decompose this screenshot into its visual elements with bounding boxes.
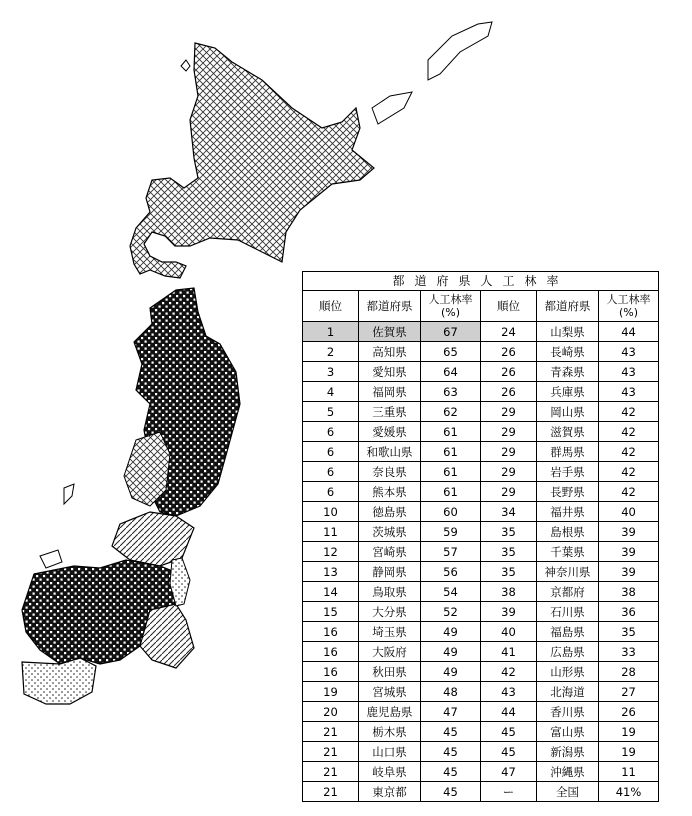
prefecture-cell: 熊本県 [359,482,421,502]
rate-cell: 19 [599,722,659,742]
rank-cell: 15 [303,602,359,622]
rank-cell: 26 [481,362,537,382]
rank-cell: 29 [481,482,537,502]
header-rate-left [421,291,481,322]
rank-cell: 44 [481,702,537,722]
prefecture-cell: 沖縄県 [537,762,599,782]
rank-cell: 45 [481,742,537,762]
table-row [303,402,659,422]
prefecture-cell: 愛媛県 [359,422,421,442]
rate-cell: 45 [421,722,481,742]
rank-cell: 6 [303,482,359,502]
table-row [303,702,659,722]
rank-cell: 43 [481,682,537,702]
rank-cell: 16 [303,622,359,642]
prefecture-cell: 鹿児島県 [359,702,421,722]
prefecture-cell: 香川県 [537,702,599,722]
rank-cell: 40 [481,622,537,642]
rate-cell: 67 [421,322,481,342]
rate-cell: 45 [421,762,481,782]
rate-cell: 38 [599,582,659,602]
prefecture-cell: 秋田県 [359,662,421,682]
prefecture-cell: 岩手県 [537,462,599,482]
table-row [303,362,659,382]
rate-cell: 28 [599,662,659,682]
rate-cell: 65 [421,342,481,362]
forestry-rate-table [302,271,659,802]
rank-cell: 21 [303,742,359,762]
prefecture-cell: 滋賀県 [537,422,599,442]
rate-cell: 43 [599,342,659,362]
rank-cell: 26 [481,342,537,362]
prefecture-cell: 宮城県 [359,682,421,702]
rate-cell: 39 [599,562,659,582]
rate-cell: 11 [599,762,659,782]
rate-cell: 61 [421,422,481,442]
prefecture-cell: 千葉県 [537,542,599,562]
rank-cell: 35 [481,542,537,562]
table-row [303,482,659,502]
rank-cell: 19 [303,682,359,702]
prefecture-cell: 長崎県 [537,342,599,362]
rate-cell: 49 [421,642,481,662]
rate-cell: 36 [599,602,659,622]
rate-cell: 45 [421,782,481,802]
table-row [303,682,659,702]
table-row [303,322,659,342]
rate-cell: 62 [421,402,481,422]
rate-cell: 44 [599,322,659,342]
rate-cell: 61 [421,442,481,462]
prefecture-cell: 群馬県 [537,442,599,462]
prefecture-cell: 三重県 [359,402,421,422]
rate-cell: 42 [599,402,659,422]
prefecture-cell: 全国 [537,782,599,802]
table-row [303,462,659,482]
rate-cell: 60 [421,502,481,522]
forestry-rate-table-container [302,271,658,802]
prefecture-cell: 栃木県 [359,722,421,742]
rank-cell: 24 [481,322,537,342]
table-row [303,622,659,642]
rate-cell: 47 [421,702,481,722]
rank-cell: 2 [303,342,359,362]
rank-cell: 5 [303,402,359,422]
rank-cell: 29 [481,422,537,442]
rate-cell: 54 [421,582,481,602]
rate-cell: 39 [599,522,659,542]
prefecture-cell: 埼玉県 [359,622,421,642]
rate-cell: 35 [599,622,659,642]
table-row [303,742,659,762]
prefecture-cell: 北海道 [537,682,599,702]
rank-cell: 14 [303,582,359,602]
rank-cell: 41 [481,642,537,662]
rank-cell: 1 [303,322,359,342]
rank-cell: 21 [303,762,359,782]
prefecture-cell: 鳥取県 [359,582,421,602]
prefecture-cell: 愛知県 [359,362,421,382]
header-rate-label: 人工林率 [606,293,651,306]
rank-cell: 21 [303,722,359,742]
rank-cell: 35 [481,562,537,582]
rate-cell: 59 [421,522,481,542]
rate-cell: 56 [421,562,481,582]
rank-cell: 6 [303,442,359,462]
kinki-coast [22,658,96,704]
rishiri-island [181,60,190,71]
prefecture-cell: 宮崎県 [359,542,421,562]
rate-cell: 39 [599,542,659,562]
table-body [303,322,659,802]
prefecture-cell: 静岡県 [359,562,421,582]
prefecture-cell: 大阪府 [359,642,421,662]
rate-cell: 42 [599,462,659,482]
prefecture-cell: 岐阜県 [359,762,421,782]
rate-cell: 64 [421,362,481,382]
rank-cell: 21 [303,782,359,802]
prefecture-cell: 大分県 [359,602,421,622]
rate-cell: 61 [421,482,481,502]
rank-cell: ー [481,782,537,802]
rank-cell: 20 [303,702,359,722]
prefecture-cell: 岡山県 [537,402,599,422]
rate-cell: 45 [421,742,481,762]
rate-cell: 26 [599,702,659,722]
prefecture-cell: 福井県 [537,502,599,522]
rate-cell: 43 [599,362,659,382]
rank-cell: 10 [303,502,359,522]
table-row [303,562,659,582]
table-row [303,642,659,662]
prefecture-cell: 富山県 [537,722,599,742]
rank-cell: 12 [303,542,359,562]
table-row [303,582,659,602]
rate-cell: 42 [599,422,659,442]
rate-cell: 52 [421,602,481,622]
rate-cell: 41% [599,782,659,802]
table-title: 都道府県人工林率 [303,272,659,291]
rank-cell: 45 [481,722,537,742]
rank-cell: 47 [481,762,537,782]
prefecture-cell: 神奈川県 [537,562,599,582]
table-row [303,782,659,802]
table-row [303,722,659,742]
prefecture-cell: 和歌山県 [359,442,421,462]
rank-cell: 4 [303,382,359,402]
rate-cell: 48 [421,682,481,702]
table-row [303,762,659,782]
prefecture-cell: 東京都 [359,782,421,802]
header-rate-label: 人工林率 [428,293,473,306]
rank-cell: 6 [303,462,359,482]
prefecture-cell: 佐賀県 [359,322,421,342]
rank-cell: 29 [481,402,537,422]
rate-cell: 40 [599,502,659,522]
rank-cell: 3 [303,362,359,382]
prefecture-cell: 兵庫県 [537,382,599,402]
header-rate-right [599,291,659,322]
header-rate-unit: (%) [618,306,639,319]
rank-cell: 35 [481,522,537,542]
rank-cell: 16 [303,662,359,682]
noto-peninsula [40,550,62,568]
table-row [303,602,659,622]
prefecture-cell: 石川県 [537,602,599,622]
rate-cell: 27 [599,682,659,702]
rank-cell: 29 [481,462,537,482]
prefecture-cell: 山梨県 [537,322,599,342]
header-prefecture-right: 都道府県 [537,291,599,322]
rate-cell: 19 [599,742,659,762]
table-row [303,382,659,402]
rank-cell: 6 [303,422,359,442]
header-rank-right: 順位 [481,291,537,322]
rate-cell: 33 [599,642,659,662]
rank-cell: 26 [481,382,537,402]
prefecture-cell: 京都府 [537,582,599,602]
rank-cell: 11 [303,522,359,542]
header-rank-left: 順位 [303,291,359,322]
rate-cell: 43 [599,382,659,402]
prefecture-cell: 徳島県 [359,502,421,522]
rank-cell: 39 [481,602,537,622]
prefecture-cell: 茨城県 [359,522,421,542]
rate-cell: 61 [421,462,481,482]
kuril-islands [372,22,492,124]
table-row [303,522,659,542]
sado-island [64,484,74,504]
table-row [303,342,659,362]
table-row [303,422,659,442]
rank-cell: 29 [481,442,537,462]
rate-cell: 57 [421,542,481,562]
prefecture-cell: 広島県 [537,642,599,662]
rate-cell: 49 [421,662,481,682]
prefecture-cell: 青森県 [537,362,599,382]
prefecture-cell: 福島県 [537,622,599,642]
table-row [303,662,659,682]
hokkaido-region [130,43,374,278]
rank-cell: 13 [303,562,359,582]
header-rate-unit: (%) [440,306,461,319]
rate-cell: 42 [599,482,659,502]
header-prefecture-left: 都道府県 [359,291,421,322]
prefecture-cell: 島根県 [537,522,599,542]
rank-cell: 38 [481,582,537,602]
prefecture-cell: 新潟県 [537,742,599,762]
rate-cell: 42 [599,442,659,462]
rate-cell: 49 [421,622,481,642]
prefecture-cell: 長野県 [537,482,599,502]
rank-cell: 34 [481,502,537,522]
prefecture-cell: 奈良県 [359,462,421,482]
table-row [303,502,659,522]
prefecture-cell: 山形県 [537,662,599,682]
prefecture-cell: 高知県 [359,342,421,362]
rate-cell: 63 [421,382,481,402]
rank-cell: 42 [481,662,537,682]
prefecture-cell: 福岡県 [359,382,421,402]
rank-cell: 16 [303,642,359,662]
table-row [303,542,659,562]
prefecture-cell: 山口県 [359,742,421,762]
table-row [303,442,659,462]
